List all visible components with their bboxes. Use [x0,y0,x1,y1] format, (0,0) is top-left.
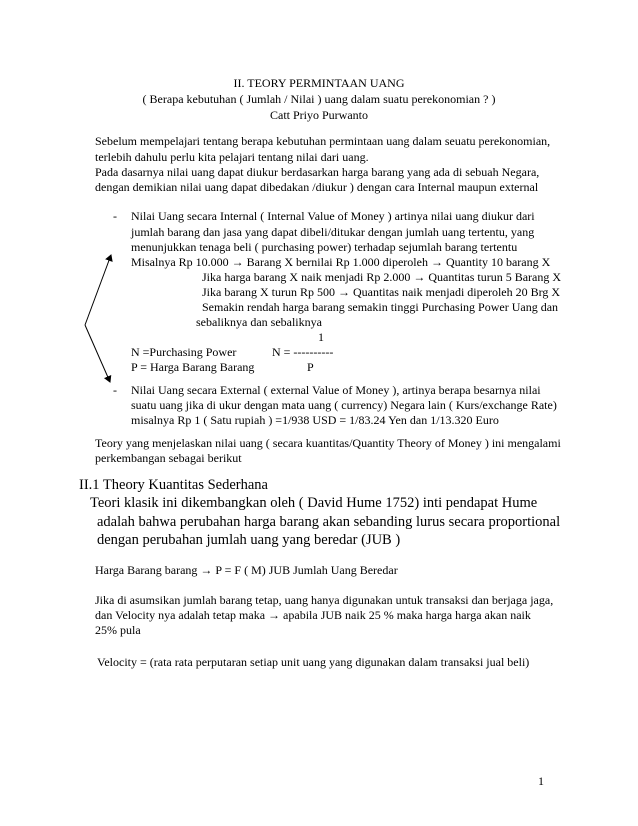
fraction-numerator: 1 [318,330,324,344]
internal-line: menunjukkan tenaga beli ( purchasing power) terhadap sejumlah barang tertentu [131,240,518,254]
internal-indented-line: Semakin rendah harga barang semakin tinggi Purchasing Power Uang dan [202,300,559,314]
bullet-dash: - [113,209,117,223]
section-heading: II.1 Theory Kuantitas Sederhana [79,477,268,493]
intro-line: terlebih dahulu perlu kita pelajari tentang nilai dari uang. [95,150,369,164]
external-line: misalnya Rp 1 ( Satu rupiah ) =1/938 USD = 1/83.24 Yen dan 1/13.320 Euro [131,413,499,427]
assumption-line: 25% pula [95,623,141,637]
intro-line: dengan demikian nilai uang dapat dibedakan /diukur ) dengan cara Internal maupun external [95,180,539,194]
doc-subtitle: ( Berapa kebutuhan ( Jumlah / Nilai ) uang dalam suatu perekonomian ? ) [142,92,496,106]
internal-indented-line: Jika harga barang X naik menjadi Rp 2.000 → Quantitas turun 5 Barang X [202,270,562,284]
internal-line: Nilai Uang secara Internal ( Internal Value of Money ) artinya nilai uang diukur dari [131,209,535,223]
section-line: adalah bahwa perubahan harga barang akan sebanding lurus secara proportional [97,514,561,530]
fraction-denominator: P [307,360,314,374]
bullet-dash: - [113,383,117,397]
velocity-definition: Velocity = (rata rata perputaran setiap unit uang yang digunakan dalam transaksi jual beli) [97,655,530,669]
doc-author: Catt Priyo Purwanto [270,108,368,122]
internal-line: jumlah barang dan jasa yang dapat dibeli/ditukar dengan jumlah uang tertentu, yang [131,225,535,239]
internal-line: Misalnya Rp 10.000 → Barang X bernilai Rp 1.000 diperoleh → Quantity 10 barang X [131,255,551,269]
theory-intro-line: perkembangan sebagai berikut [95,451,242,465]
n-formula: N = ---------- [272,345,334,359]
page-number: 1 [538,774,544,788]
theory-intro-line: Teory yang menjelaskan nilai uang ( secara kuantitas/Quantity Theory of Money ) ini mengalami [95,436,561,450]
external-line: Nilai Uang secara External ( external Value of Money ), artinya berapa besarnya nilai [131,383,541,397]
intro-line: Sebelum mempelajari tentang berapa kebutuhan permintaan uang dalam seuatu perekonomian, [95,134,551,148]
p-definition: P = Harga Barang Barang [131,360,255,374]
assumption-line: Jika di asumsikan jumlah barang tetap, uang hanya digunakan untuk transaksi dan berjaga jaga, [95,593,554,607]
section-line: Teori klasik ini dikembangkan oleh ( David Hume 1752) inti pendapat Hume [90,495,538,511]
internal-indented-line: sebaliknya dan sebaliknya [196,315,322,329]
assumption-line: dan Velocity nya adalah tetap maka → apabila JUB naik 25 % maka harga harga akan naik [95,608,531,622]
formula-line: Harga Barang barang → P = F ( M) JUB Jumlah Uang Beredar [95,563,398,577]
section-line: dengan perubahan jumlah uang yang beredar (JUB ) [97,532,401,548]
external-line: suatu uang jika di ukur dengan mata uang ( currency) Negara lain ( Kurs/exchange Rate) [131,398,557,412]
intro-line: Pada dasarnya nilai uang dapat diukur berdasarkan harga barang yang ada di sebuah Negara, [95,165,540,179]
internal-indented-line: Jika barang X turun Rp 500 → Quantitas naik menjadi diperoleh 20 Brg X [202,285,561,299]
doc-title: II. TEORY PERMINTAAN UANG [233,76,405,90]
n-definition: N =Purchasing Power [131,345,237,359]
